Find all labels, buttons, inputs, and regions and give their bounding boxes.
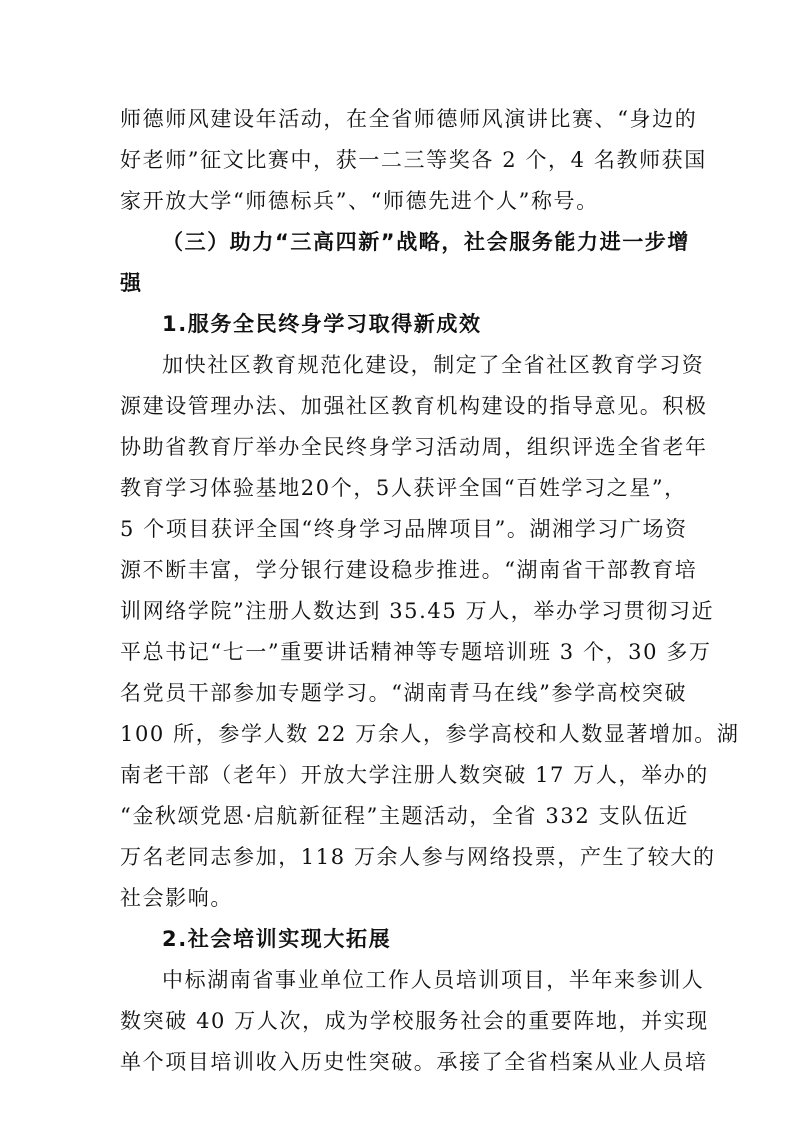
paragraph-line-16: 万名老同志参加，118 万余人参与网络投票，产生了较大的 xyxy=(120,845,716,869)
section-heading-continuation: 强 xyxy=(120,271,143,295)
paragraph-line-13: 100 所，参学人数 22 万余人，参学高校和人数显著增加。湖 xyxy=(120,722,740,746)
subheading-1: 1.服务全民终身学习取得新成效 xyxy=(162,312,482,336)
paragraph-line-15: “金秋颂党恩·启航新征程”主题活动，全省 332 支队伍近 xyxy=(120,804,689,828)
paragraph-line-20: 单个项目培训收入历史性突破。承接了全省档案从业人员培 xyxy=(120,1050,708,1074)
paragraph-line-18: 中标湖南省事业单位工作人员培训项目，半年来参训人 xyxy=(162,968,705,992)
paragraph-line-12: 名党员干部参加专题学习。“湖南青马在线”参学高校突破 xyxy=(120,681,688,705)
paragraph-line-11: 平总书记“七一”重要讲话精神等专题培训班 3 个，30 多万 xyxy=(120,640,712,664)
paragraph-line-4: 加快社区教育规范化建设，制定了全省社区教育学习资 xyxy=(162,353,705,377)
paragraph-line-1: 师德师风建设年活动，在全省师德师风演讲比赛、“身边的 xyxy=(120,107,698,131)
paragraph-line-8: 5 个项目获评全国“终身学习品牌项目”。湖湘学习广场资 xyxy=(120,517,688,541)
paragraph-line-2: 好老师”征文比赛中，获一二三等奖各 2 个，4 名教师获国 xyxy=(120,148,707,172)
paragraph-line-14: 南老干部（老年）开放大学注册人数突破 17 万人，举办的 xyxy=(120,763,709,787)
paragraph-line-19: 数突破 40 万人次，成为学校服务社会的重要阵地，并实现 xyxy=(120,1009,709,1033)
paragraph-line-17: 社会影响。 xyxy=(120,886,233,910)
paragraph-line-7: 教育学习体验基地20个，5人获评全国“百姓学习之星”， xyxy=(120,476,687,500)
paragraph-line-10: 训网络学院”注册人数达到 35.45 万人，举办学习贯彻习近 xyxy=(120,599,715,623)
paragraph-line-5: 源建设管理办法、加强社区教育机构建设的指导意见。积极 xyxy=(120,394,708,418)
section-heading: （三）助力“三高四新”战略，社会服务能力进一步增 xyxy=(162,230,691,254)
subheading-2: 2.社会培训实现大拓展 xyxy=(162,927,392,951)
paragraph-line-6: 协助省教育厅举办全民终身学习活动周，组织评选全省老年 xyxy=(120,435,708,459)
paragraph-line-9: 源不断丰富，学分银行建设稳步推进。“湖南省干部教育培 xyxy=(120,558,698,582)
paragraph-line-3: 家开放大学“师德标兵”、“师德先进个人”称号。 xyxy=(120,189,599,213)
